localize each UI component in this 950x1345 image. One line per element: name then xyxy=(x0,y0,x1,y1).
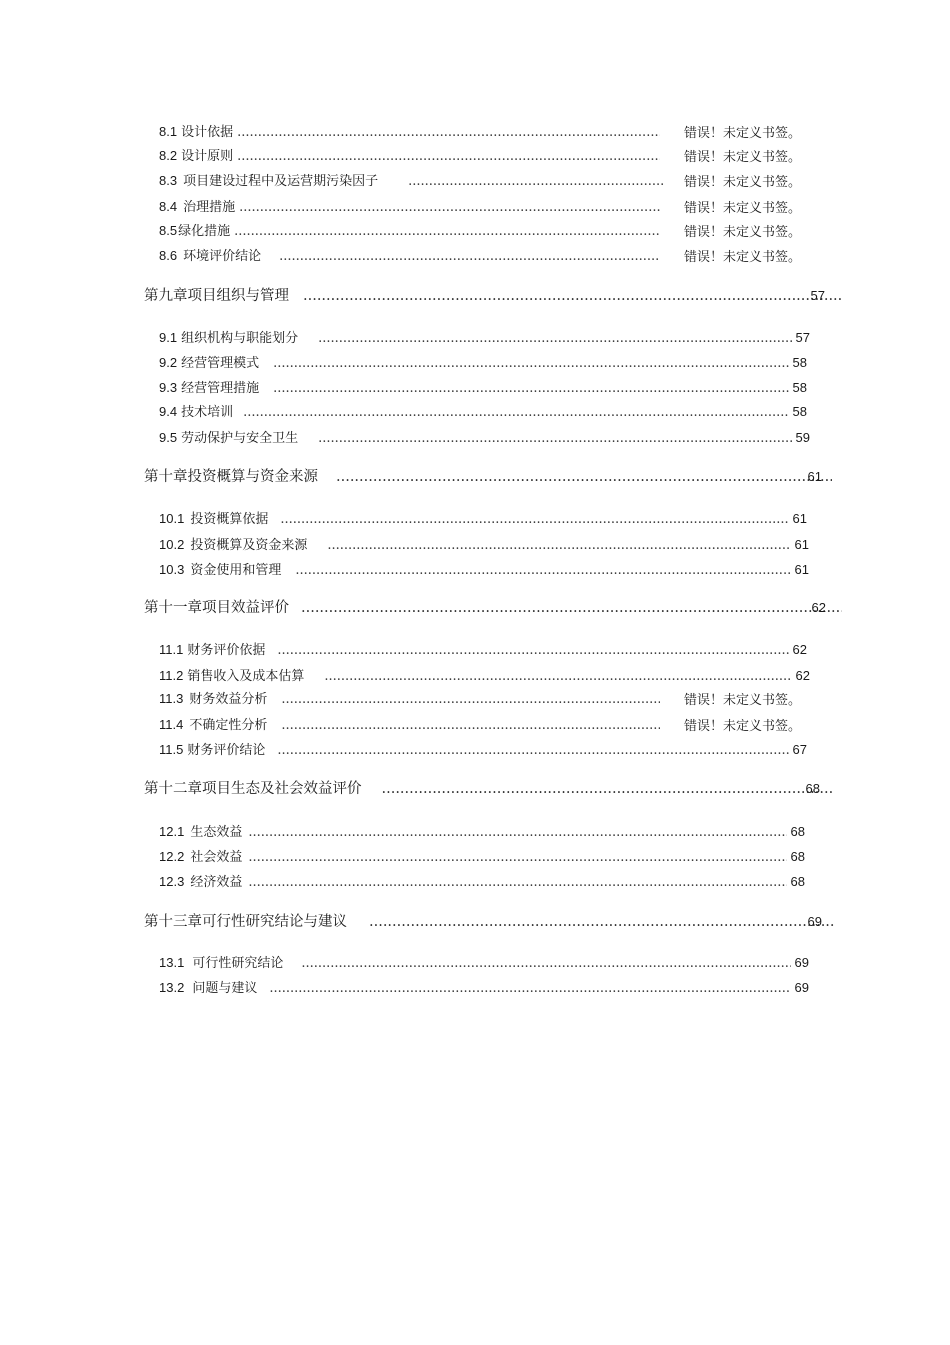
toc-chapter-12[interactable] xyxy=(144,777,820,797)
page-reference: 错误！未定义书签。 xyxy=(684,150,802,165)
toc-entry-13-1[interactable] xyxy=(159,952,809,972)
section-number: 11.4 xyxy=(159,717,184,732)
page-reference: 错误！未定义书签。 xyxy=(684,201,802,216)
page-number: 62 xyxy=(811,600,826,615)
dot-leader xyxy=(301,956,790,971)
page-number: 61 xyxy=(807,469,822,484)
section-number: 8.2 xyxy=(159,148,178,163)
toc-entry-9-1[interactable] xyxy=(159,327,810,347)
toc-entry-12-2[interactable] xyxy=(159,846,805,866)
section-number: 8.5 xyxy=(159,223,178,238)
section-number: 9.2 xyxy=(159,355,178,370)
page-reference: 错误！未定义书签。 xyxy=(684,175,802,190)
toc-entry-9-5[interactable] xyxy=(159,427,810,447)
page-number: 68 xyxy=(805,781,820,796)
toc-entry-12-1[interactable] xyxy=(159,821,805,841)
dot-leader xyxy=(295,563,790,578)
section-number: 8.6 xyxy=(159,248,178,263)
page-number: 62 xyxy=(792,642,807,657)
page-number: 57 xyxy=(810,288,825,303)
page-number: 57 xyxy=(795,330,810,345)
dot-leader xyxy=(243,405,788,420)
section-title: 经营管理模式 xyxy=(181,356,260,371)
section-number: 11.2 xyxy=(159,668,184,683)
dot-leader xyxy=(281,718,660,733)
page-number: 68 xyxy=(790,849,805,864)
toc-entry-8-1[interactable] xyxy=(159,121,664,141)
page-number: 69 xyxy=(794,980,809,995)
section-number: 9.5 xyxy=(159,430,178,445)
chapter-title: 项目效益评价 xyxy=(202,600,289,616)
section-number: 8.3 xyxy=(159,173,178,188)
chapter-number: 第十二章 xyxy=(144,781,202,797)
section-title: 可行性研究结论 xyxy=(192,956,284,971)
toc-entry-8-3[interactable] xyxy=(159,170,669,190)
section-title: 项目建设过程中及运营期污染因子 xyxy=(183,174,379,189)
toc-chapter-11[interactable] xyxy=(144,596,826,616)
chapter-number: 第十三章 xyxy=(144,914,202,930)
dot-leader xyxy=(318,431,791,446)
page-reference: 错误！未定义书签。 xyxy=(684,250,802,265)
dot-leader xyxy=(277,743,788,758)
dot-leader xyxy=(327,538,790,553)
dot-leader xyxy=(239,200,660,215)
section-number: 8.4 xyxy=(159,199,178,214)
toc-chapter-13[interactable] xyxy=(144,910,822,930)
dot-leader xyxy=(280,512,788,527)
section-number: 10.1 xyxy=(159,511,185,526)
section-title: 销售收入及成本估算 xyxy=(187,669,305,684)
dot-leader xyxy=(408,174,665,189)
toc-entry-9-4[interactable] xyxy=(159,401,807,421)
page-number: 61 xyxy=(794,562,809,577)
section-number: 11.3 xyxy=(159,691,184,706)
dot-leader xyxy=(248,875,786,890)
page-number: 58 xyxy=(792,404,807,419)
chapter-title: 项目组织与管理 xyxy=(187,288,289,304)
section-number: 9.4 xyxy=(159,404,178,419)
section-number: 11.5 xyxy=(159,742,184,757)
toc-entry-8-4[interactable] xyxy=(159,196,664,216)
dot-leader xyxy=(324,669,791,684)
toc-entry-8-5[interactable] xyxy=(159,220,664,240)
dot-leader xyxy=(279,249,660,264)
toc-entry-11-5[interactable] xyxy=(159,739,807,759)
section-title: 问题与建议 xyxy=(192,981,258,996)
section-title: 绿化措施 xyxy=(178,224,231,239)
section-title: 生态效益 xyxy=(190,825,243,840)
toc-entry-11-3[interactable] xyxy=(159,688,664,708)
section-title: 不确定性分析 xyxy=(189,718,268,733)
page-reference: 错误！未定义书签。 xyxy=(684,225,802,240)
section-title: 环境评价结论 xyxy=(183,249,262,264)
toc-entry-13-2[interactable] xyxy=(159,977,809,997)
dot-leader xyxy=(273,381,788,396)
section-number: 11.1 xyxy=(159,642,184,657)
section-number: 12.3 xyxy=(159,874,185,889)
dot-leader xyxy=(303,288,841,304)
toc-entry-10-1[interactable] xyxy=(159,508,807,528)
section-title: 资金使用和管理 xyxy=(190,563,282,578)
page-number: 68 xyxy=(790,874,805,889)
dot-leader xyxy=(336,469,832,485)
section-number: 8.1 xyxy=(159,124,178,139)
section-title: 经营管理措施 xyxy=(181,381,260,396)
section-number: 10.3 xyxy=(159,562,185,577)
section-title: 组织机构与职能划分 xyxy=(181,331,299,346)
section-title: 治理措施 xyxy=(183,200,236,215)
toc-entry-11-4[interactable] xyxy=(159,714,664,734)
toc-entry-8-6[interactable] xyxy=(159,245,664,265)
page-number: 69 xyxy=(794,955,809,970)
section-title: 设计依据 xyxy=(181,125,234,140)
page-number: 68 xyxy=(790,824,805,839)
toc-entry-10-2[interactable] xyxy=(159,534,809,554)
chapter-title: 可行性研究结论与建议 xyxy=(202,914,347,930)
section-title: 经济效益 xyxy=(190,875,243,890)
toc-entry-11-2[interactable] xyxy=(159,665,810,685)
dot-leader xyxy=(237,149,660,164)
dot-leader xyxy=(301,600,842,616)
section-number: 9.3 xyxy=(159,380,178,395)
page-reference: 错误！未定义书签。 xyxy=(684,126,802,141)
page-number: 61 xyxy=(792,511,807,526)
page-number: 62 xyxy=(795,668,810,683)
page-reference: 错误！未定义书签。 xyxy=(684,693,802,708)
section-number: 12.1 xyxy=(159,824,185,839)
section-title: 财务评价结论 xyxy=(187,743,266,758)
chapter-title: 投资概算与资金来源 xyxy=(187,469,318,485)
dot-leader xyxy=(277,643,788,658)
chapter-title: 项目生态及社会效益评价 xyxy=(202,781,362,797)
page-number: 58 xyxy=(792,380,807,395)
dot-leader xyxy=(281,692,660,707)
section-title: 劳动保护与安全卫生 xyxy=(181,431,299,446)
chapter-number: 第九章 xyxy=(144,288,188,304)
toc-entry-9-3[interactable] xyxy=(159,377,807,397)
page-number: 58 xyxy=(792,355,807,370)
dot-leader xyxy=(269,981,790,996)
section-number: 12.2 xyxy=(159,849,185,864)
toc-entry-10-3[interactable] xyxy=(159,559,809,579)
dot-leader xyxy=(248,825,786,840)
section-number: 13.2 xyxy=(159,980,185,995)
dot-leader xyxy=(248,850,786,865)
dot-leader xyxy=(382,781,832,797)
toc-entry-12-3[interactable] xyxy=(159,871,805,891)
dot-leader xyxy=(234,224,660,239)
dot-leader xyxy=(273,356,788,371)
dot-leader xyxy=(369,914,834,930)
toc-entry-8-2[interactable] xyxy=(159,145,664,165)
toc-entry-11-1[interactable] xyxy=(159,639,807,659)
section-number: 13.1 xyxy=(159,955,185,970)
page-number: 61 xyxy=(794,537,809,552)
section-title: 设计原则 xyxy=(181,149,234,164)
chapter-number: 第十一章 xyxy=(144,600,202,616)
page-number: 69 xyxy=(807,914,822,929)
section-title: 财务效益分析 xyxy=(189,692,268,707)
section-title: 投资概算及资金来源 xyxy=(190,538,308,553)
page-number: 59 xyxy=(795,430,810,445)
page-number: 67 xyxy=(792,742,807,757)
toc-entry-9-2[interactable] xyxy=(159,352,807,372)
section-number: 10.2 xyxy=(159,537,185,552)
toc-chapter-9[interactable] xyxy=(144,284,825,304)
page-reference: 错误！未定义书签。 xyxy=(684,719,802,734)
section-title: 社会效益 xyxy=(190,850,243,865)
section-title: 投资概算依据 xyxy=(190,512,269,527)
section-title: 技术培训 xyxy=(181,405,234,420)
toc-chapter-10[interactable] xyxy=(144,465,822,485)
chapter-number: 第十章 xyxy=(144,469,188,485)
dot-leader xyxy=(237,125,660,140)
section-title: 财务评价依据 xyxy=(187,643,266,658)
dot-leader xyxy=(318,331,791,346)
section-number: 9.1 xyxy=(159,330,178,345)
